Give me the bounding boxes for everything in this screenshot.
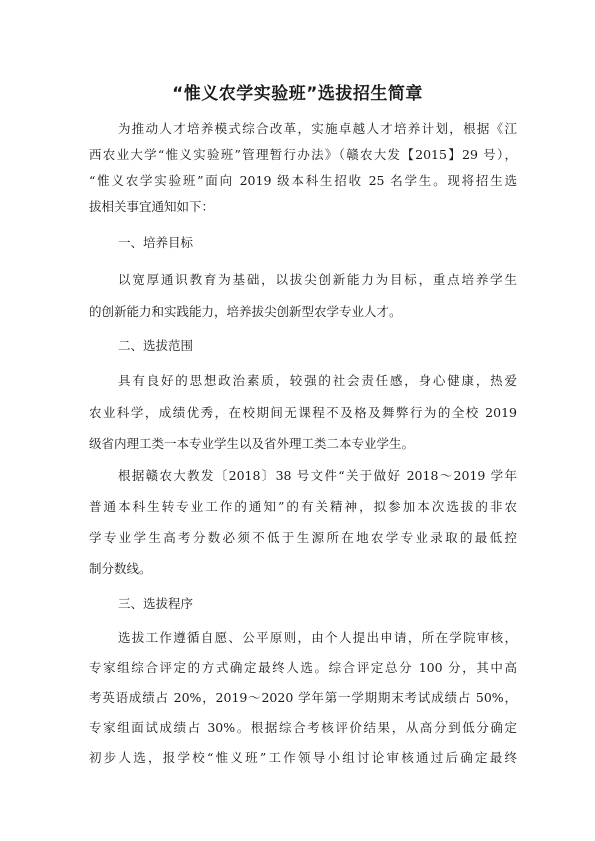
paragraph-line: 考英语成绩占 20%，2019～2020 学年第一学期期末考试成绩占 50%， (89, 690, 517, 705)
paragraph-line: 普通本科生转专业工作的通知”的有关精神，拟参加本次选拔的非农 (89, 499, 517, 514)
section-heading: 三、选拔程序 (118, 596, 194, 611)
intro-line: 西农业大学“惟义实验班”管理暂行办法》（赣农大发【2015】29 号）， (89, 147, 517, 162)
paragraph-line: 专家组面试成绩占 30%。根据综合考核评价结果，从高分到低分确定 (89, 720, 517, 735)
paragraph-line: 根据赣农大教发〔2018〕38 号文件“关于做好 2018～2019 学年 (118, 468, 517, 483)
paragraph-line: 选拔工作遵循自愿、公平原则，由个人提出申请，所在学院审核， (118, 630, 517, 645)
paragraph-line: 级省内理工类一本专业学生以及省外理工类二本专业学生。 (89, 436, 415, 451)
document-title: “惟义农学实验班”选拔招生简章 (172, 84, 423, 104)
paragraph-line: 农业科学，成绩优秀，在校期间无课程不及格及舞弊行为的全校 2019 (89, 405, 517, 420)
intro-line: “惟义农学实验班”面向 2019 级本科生招收 25 名学生。现将招生选 (89, 173, 517, 188)
paragraph-line: 制分数线。 (89, 561, 152, 576)
section-heading: 一、培养目标 (118, 235, 194, 250)
paragraph-line: 初步人选，报学校“惟义班”工作领导小组讨论审核通过后确定最终 (89, 750, 517, 765)
paragraph-line: 学专业学生高考分数必须不低于生源所在地农学专业录取的最低控 (89, 530, 517, 545)
paragraph-line: 具有良好的思想政治素质，较强的社会责任感，身心健康，热爱 (118, 373, 517, 388)
paragraph-line: 以宽厚通识教育为基础，以拔尖创新能力为目标，重点培养学生 (118, 272, 517, 287)
paragraph-line: 的创新能力和实践能力，培养拔尖创新型农学专业人才。 (89, 304, 402, 319)
intro-line: 拔相关事宜通知如下： (89, 199, 215, 214)
section-heading: 二、选拔范围 (118, 338, 194, 353)
intro-line: 为推动人才培养模式综合改革，实施卓越人才培养计划，根据《江 (118, 121, 517, 136)
paragraph-line: 专家组综合评定的方式确定最终人选。综合评定总分 100 分，其中高 (89, 660, 517, 675)
